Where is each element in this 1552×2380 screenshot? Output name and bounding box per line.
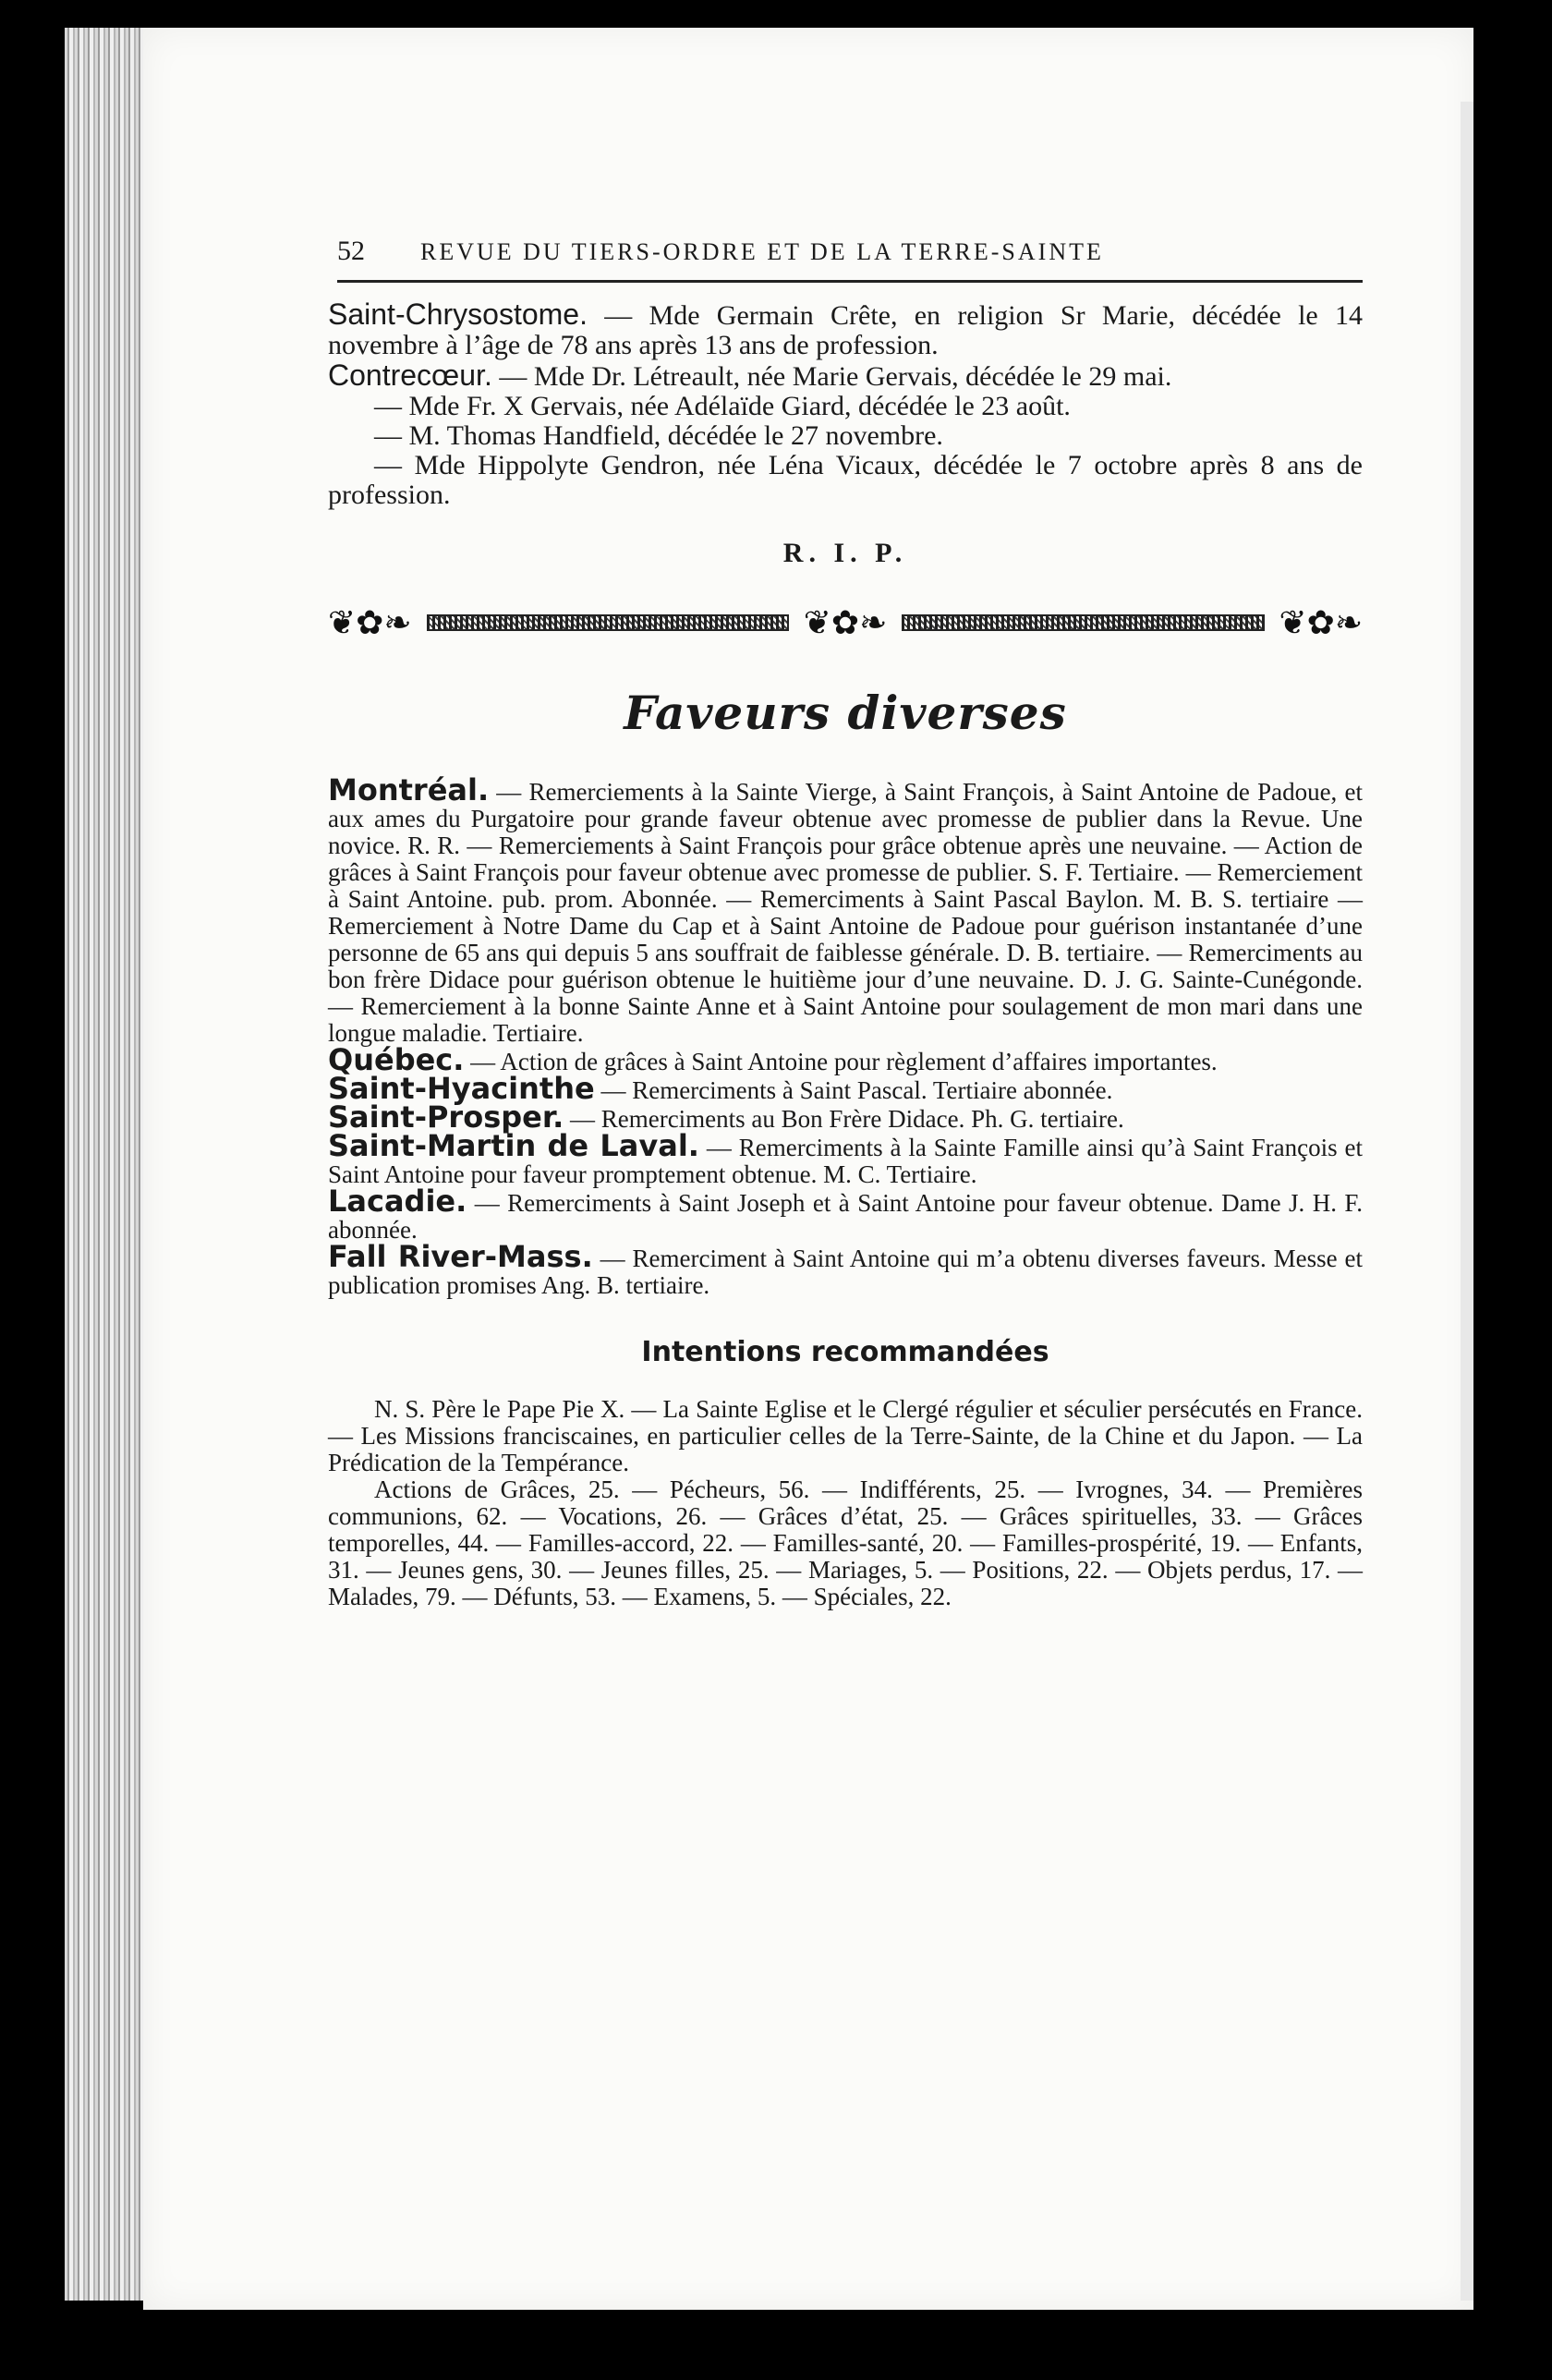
- faveur-entry: [328, 772, 1363, 1047]
- book-page: [143, 28, 1473, 2310]
- faveurs-list: [328, 772, 1364, 1299]
- page-number: 52: [337, 236, 365, 266]
- obituary-entry: [328, 360, 1363, 392]
- intentions-paragraph: Actions de Grâces, 25. — Pécheurs, 56. — Indifférents, 25. — Ivrognes, 34. — Premières communions, 62. — Vocations, 26. — Grâces d’état, 25. — Grâces spirituelles, 33. — Grâces temporelles, 44. — Familles-accord, 22. — Familles-santé, 20. — Familles-prospérité, 19. — Enfants, 31. — Jeunes gens, 30. — Jeunes filles, 25. — Mariages, 5. — Positions, 22. — Objets perdus, 17. — Malades, 79. — Défunts, 53. — Examens, 5. — Spéciales, 22.: [328, 1475, 1363, 1610]
- place-name: Contrecœur.: [328, 358, 492, 392]
- running-title: REVUE DU TIERS-ORDRE ET DE LA TERRE-SAINTE: [420, 238, 1104, 265]
- entry-text: — Remerciments à Saint Pascal. Tertiaire abonnée.: [594, 1076, 1113, 1104]
- entry-text: — Mde Hippolyte Gendron, née Léna Vicaux, décédée le 7 octobre après 8 ans de profession.: [328, 450, 1363, 510]
- obituary-entry: [328, 451, 1363, 510]
- intentions-paragraph: N. S. Père le Pape Pie X. — La Sainte Eglise et le Clergé régulier et séculier persécutés en France. — Les Missions franciscaines, en particulier celles de la Terre-Sainte, de la Chine et du Japon. — La Prédication de la Tempérance.: [328, 1395, 1363, 1476]
- faveur-entry: [328, 1239, 1364, 1299]
- entry-text: — Remerciments à la Sainte Famille ainsi qu’à Saint François et Saint Antoine pour faveur promptement obtenue. M. C. Tertiaire.: [328, 1134, 1363, 1188]
- entry-text: — Remerciments au Bon Frère Didace. Ph. G. tertiaire.: [564, 1105, 1124, 1133]
- place-name: Fall River-Mass.: [328, 1239, 593, 1274]
- ornament-bar: [902, 614, 1264, 631]
- section-title: Faveurs diverses: [624, 686, 1067, 740]
- running-header: [337, 236, 1363, 283]
- place-name: Montréal.: [328, 772, 490, 808]
- entry-text: — M. Thomas Handfield, décédée le 27 novembre.: [374, 420, 943, 451]
- obituary-entry: [328, 392, 1363, 421]
- obituary-list: [328, 299, 1363, 510]
- entry-text: — Mde Dr. Létreault, née Marie Gervais, décédée le 29 mai.: [491, 361, 1172, 392]
- page-content: [328, 236, 1363, 1610]
- flower-ornament-icon: ❦✿❧: [328, 603, 412, 642]
- obituary-entry: [328, 421, 1363, 451]
- faveur-entry: [328, 1184, 1363, 1244]
- intentions-title: Intentions recommandées: [641, 1336, 1049, 1368]
- place-name: Lacadie.: [328, 1184, 467, 1219]
- place-name: Saint-Chrysostome.: [328, 298, 588, 331]
- entry-text: — Remerciements à la Sainte Vierge, à Saint François, à Saint Antoine de Padoue, et aux ames du Purgatoire pour grande faveur obtenue avec promesse de publier dans la Revue. Une novice. R. R. — Remerciements à Saint François pour grâce obtenue après une neuvaine. — Action de grâces à Saint François pour faveur obtenue avec promesse de publier. S. F. Tertiaire. — Remerciement à Saint Antoine. pub. prom. Abonnée. — Remerciments à Saint Pascal Baylon. M. B. S. tertiaire — Remerciement à Notre Dame du Cap et à Saint Antoine de Padoue pour guérison instantanée d’une personne de 65 ans qui depuis 5 ans souffrait de faiblesse générale. D. B. tertiaire. — Remerciments au bon frère Didace pour guérison obtenue le huitième jour d’une neuvaine. D. J. G. Sainte-Cunégonde. — Remerciement à la bonne Sainte Anne et à Saint Antoine pour soulagement de mon mari dans une longue maladie. Tertiaire.: [328, 778, 1363, 1047]
- place-name: Québec.: [328, 1042, 465, 1077]
- faveur-entry: [328, 1128, 1363, 1188]
- ornamental-divider: [328, 597, 1363, 649]
- flower-ornament-icon: ❦✿❧: [1279, 603, 1363, 642]
- entry-text: — Remerciments à Saint Joseph et à Saint Antoine pour faveur obtenue. Dame J. H. F. abonnée.: [328, 1189, 1363, 1244]
- place-name: Saint-Martin de Laval.: [328, 1128, 699, 1163]
- intentions-list: [328, 1396, 1363, 1610]
- obituary-entry: [328, 299, 1363, 360]
- place-name: Saint-Prosper.: [328, 1099, 564, 1135]
- place-name: Saint-Hyacinthe: [328, 1071, 595, 1106]
- entry-text: — Mde Germain Crête, en religion Sr Marie, décédée le 14 novembre à l’âge de 78 ans après 13 ans de profession.: [328, 300, 1363, 360]
- ornament-bar: [427, 614, 789, 631]
- entry-text: — Remerciment à Saint Antoine qui m’a obtenu diverses faveurs. Messe et publication promises Ang. B. tertiaire.: [328, 1245, 1364, 1299]
- entry-text: — Action de grâces à Saint Antoine pour règlement d’affaires importantes.: [464, 1048, 1218, 1075]
- rip-line: R. I. P.: [782, 538, 908, 568]
- entry-text: — Mde Fr. X Gervais, née Adélaïde Giard, décédée le 23 août.: [374, 391, 1071, 421]
- flower-ornament-icon: ❦✿❧: [803, 603, 888, 642]
